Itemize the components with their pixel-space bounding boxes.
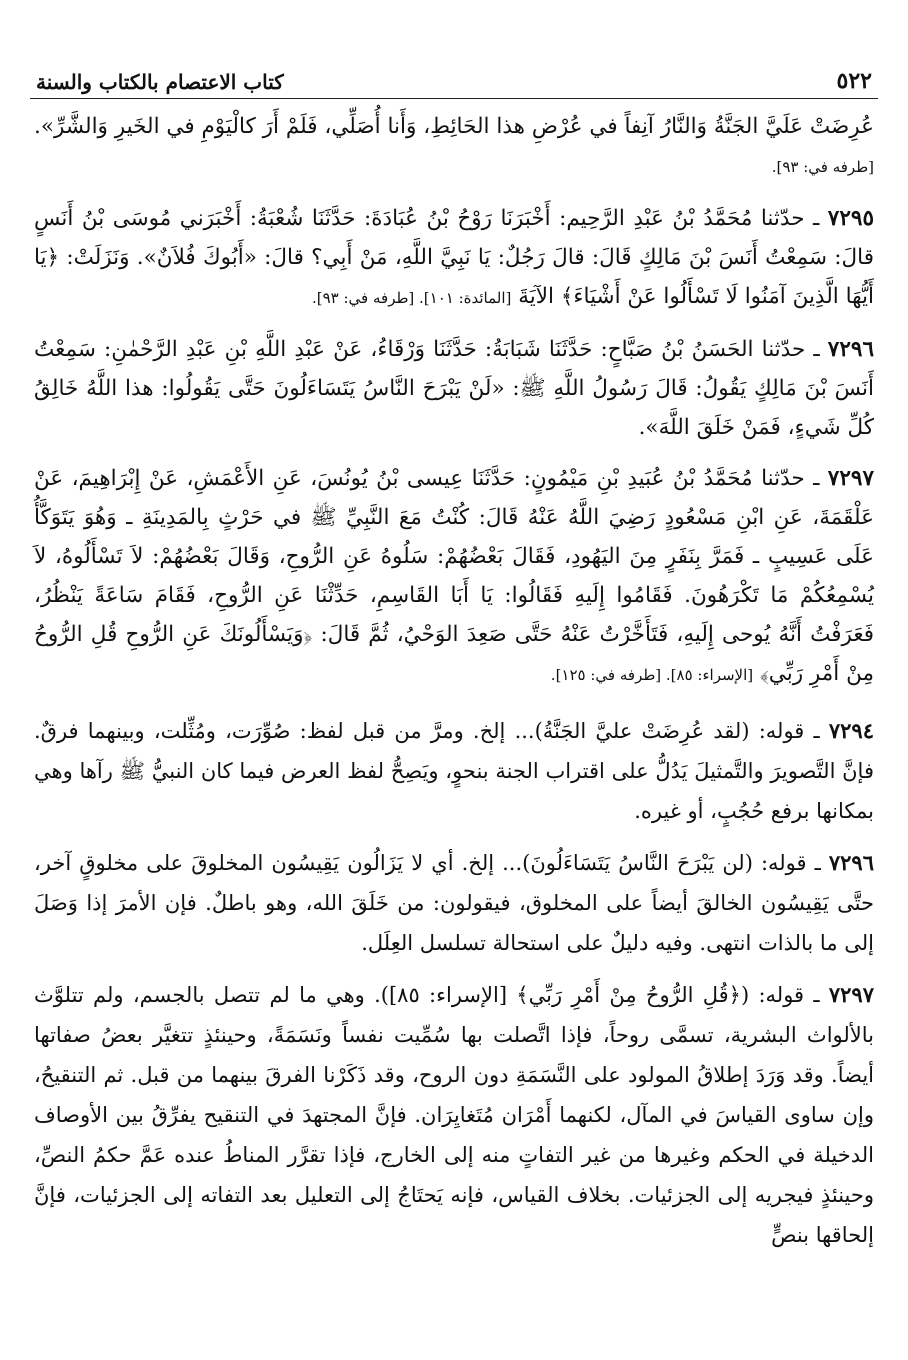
document-page <box>30 60 878 1340</box>
page-content <box>30 107 878 1255</box>
commentary-text: ـ قوله: (لن يَبْرَحَ النَّاسُ يَتَسَاءَلُونَ)... إلخ. أي لا يَزَالُون يَقِيسُون المخلوقَ على مخلوقٍ آخر، حتَّى يَقِيسُون الخالقَ أيضاً على المخلوق، فيقولون: من خَلَقَ الله، وهو باطلٌ. فإن الأمرَ إذا وَصَلَ إلى ما بالذات انتهى. وفيه دليلٌ على استحالة تسلسل العِلَل. <box>34 851 874 955</box>
commentary-text: ـ قوله: (لقد عُرِضَتْ عليَّ الجَنَّةُ)... إلخ. ومرَّ من قبل لفظ: صُوِّرَت، ومُثِّلت، وبينهما فرقٌ. فإنَّ التَّصويرَ والتَّمثيلَ يَدُلُّ على اقتراب الجنة بنحوٍ، ويَصِحُّ لفظ العرض فيما كان النبيُّ ﷺ رآها وهي بمكانها برفع حُجُبٍ، أو غيره. <box>34 719 874 823</box>
hadith-number: ٧٢٩٦ <box>827 337 874 362</box>
hadith-number: ٧٢٩٧ <box>827 466 874 491</box>
hadith-reference: [المائدة: ١٠١]. [طرفه في: ٩٣]. <box>311 289 512 307</box>
book-title: كتاب الاعتصام بالكتاب والسنة <box>36 70 284 94</box>
page-number: ٥٢٢ <box>836 68 872 94</box>
page-header <box>30 60 878 99</box>
commentary-number: ٧٢٩٧ <box>828 982 874 1007</box>
hadith-paragraph <box>30 330 878 447</box>
commentary-text: ـ قوله: (﴿قُلِ الرُّوحُ مِنْ أَمْرِ رَبِّي﴾ [الإسراء: ٨٥]). وهي ما لم تتصل بالجسم، ولم تتلوَّث بالألواث البشرية، تسمَّى روحاً، فإذا اتَّصلت بها سُمِّيت نفساً ونَسَمَةً، وحينئذٍ تتغيَّر بعضُ صفاتها أيضاً. وقد وَرَدَ إطلاقُ المولود على النَّسَمَةِ دون الروح، وقد ذَكَرْنا الفرقَ بينهما من قبل. ثم التنقيحُ، وإن ساوى القياسَ في المآل، لكنهما أَمْرَان مُتَغايِرَان. فإنَّ المجتهدَ في التنقيح يفرِّقُ بين الأوصاف الدخيلة في الحكم وغيرها من غير التفاتٍ منه إلى الخارج، فإذا تقرَّر المناطُ عنده عَمَّ حكمُ النصِّ، وحينئذٍ فيجريه إلى الجزئيات. بخلاف القياس، فإنه يَحتَاجُ إلى التعليل بعد التفاته إلى الجزئيات، فإنَّ إلحاقها بنصٍّ <box>34 983 874 1247</box>
commentary-paragraph <box>30 711 878 831</box>
commentary-number: ٧٢٩٦ <box>828 850 874 875</box>
hadith-paragraph <box>30 107 878 187</box>
hadith-number: ٧٢٩٥ <box>827 206 874 231</box>
hadith-reference: [طرفه في: ٩٣]. <box>771 158 874 176</box>
commentary-paragraph <box>30 975 878 1255</box>
hadith-paragraph <box>30 459 878 695</box>
commentary-number: ٧٢٩٤ <box>828 718 874 743</box>
hadith-text: عُرِضَتْ عَلَيَّ الجَنَّةُ وَالنَّارُ آنِفاً في عُرْضِ هذا الحَائِطِ، وَأَنا أُصَلِّي، فَلَمْ أَرَ كالْيَوْمِ في الخَيرِ وَالشَّرِّ». <box>34 114 874 139</box>
hadith-reference: [الإسراء: ٨٥]. [طرفه في: ١٢٥]. <box>550 666 754 684</box>
commentary-paragraph <box>30 843 878 963</box>
hadith-text: ـ حدّثنا الحَسَنُ بْنُ صَبَّاحٍ: حَدَّثَنَا شَبَابَةُ: حَدَّثَنَا وَرْقَاءُ، عَنْ عَبْدِ اللَّهِ بْنِ عَبْدِ الرَّحْمٰنِ: سَمِعْتُ أَنَسَ بْنَ مَالِكٍ يَقُولُ: قَالَ رَسُولُ اللَّهِ ﷺ: «لَنْ يَبْرَحَ النَّاسُ يَتَسَاءَلُونَ حَتَّى يَقُولُوا: هذا اللَّهُ خَالِقُ كُلِّ شَيءٍ، فَمَنْ خَلَقَ اللَّهَ». <box>34 337 874 440</box>
hadith-paragraph <box>30 199 878 318</box>
hadith-text: ـ حدّثنا مُحَمَّدُ بْنُ عَبْدِ الرَّحِيم: أَخْبَرَنَا رَوْحُ بْنُ عُبَادَةَ: حَدَّثَنَا شُعْبَةُ: أَخْبَرَني مُوسَى بْنُ أَنَسٍ قالَ: سَمِعْتُ أَنَسَ بْنَ مَالِكٍ قَالَ: قالَ رَجُلٌ: يَا نَبِيَّ اللَّهِ، مَنْ أَبِي؟ قالَ: «أَبُوكَ فُلاَنٌ». وَنَزَلَتْ: ﴿يَا أَيُّهَا الَّذِينَ آمَنُوا لَا تَسْأَلُوا عَنْ أَشْيَاءَ﴾ الآيَةَ <box>34 206 874 309</box>
hadith-text: ـ حدّثنا مُحَمَّدُ بْنُ عُبَيدِ بْنِ مَيْمُونٍ: حَدَّثَنَا عِيسى بْنُ يُونُسَ، عَنِ الأَعْمَشِ، عَنْ إِبْرَاهِيمَ، عَنْ عَلْقَمَةَ، عَنِ ابْنِ مَسْعُودٍ رَضِيَ اللَّهُ عَنْهُ قَالَ: كُنْتُ مَعَ النَّبِيِّ ﷺ في حَرْثٍ بِالمَدِينَةِ ـ وَهُوَ يَتَوَكَّأُ عَلَى عَسِيبٍ ـ فَمَرَّ بِنَفَرٍ مِنَ اليَهُودِ، فَقَالَ بَعْضُهُمْ: سَلُوهُ عَنِ الرُّوحِ، وَقَالَ بَعْضُهُمْ: لاَ تَسْأَلُوهُ، لاَ يُسْمِعُكُمْ مَا تَكْرَهُونَ. فَقَامُوا إِلَيهِ فَقَالُوا: يَا أَبَا القَاسِمِ، حَدِّثْنَا عَنِ الرُّوحِ، فَقَامَ سَاعَةً يَنْظُرُ، فَعَرَفْتُ أَنَّهُ يُوحى إِلَيهِ، فَتَأَخَّرْتُ عَنْهُ حَتَّى صَعِدَ الوَحْيُ، ثُمَّ قَالَ: ﴿وَيَسْأَلُونَكَ عَنِ الرُّوحِ قُلِ الرُّوحُ مِنْ أَمْرِ رَبِّي﴾ <box>34 466 875 686</box>
